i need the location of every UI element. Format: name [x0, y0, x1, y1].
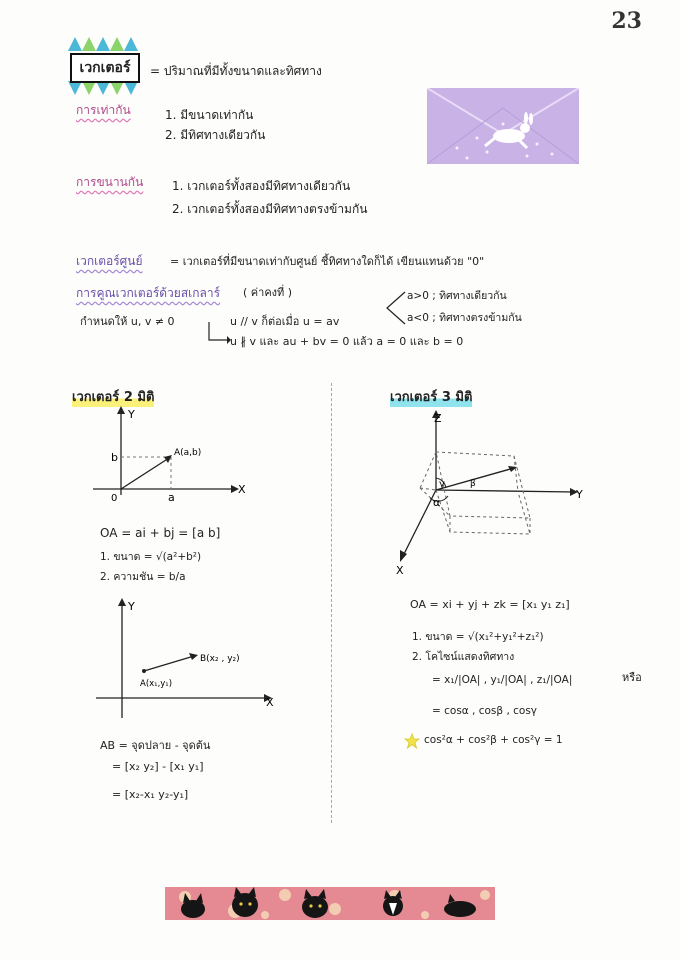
vec3d-direction-heading: 2. โคไซน์แสดงทิศทาง — [412, 651, 515, 663]
equality-item-2: 2. มีทิศทางเดียวกัน — [165, 128, 266, 142]
point-a-label: A(x₁,y₁) — [140, 679, 173, 689]
vector-ab — [144, 656, 194, 671]
gamma-label: γ — [439, 479, 445, 490]
axis-y-label: Y — [576, 488, 583, 501]
rabbit-envelope-sticker — [427, 88, 579, 164]
vec2d-ab-step-2: = [x₂-x₁ y₂-y₁] — [112, 788, 189, 801]
parallel-heading: การขนานกัน — [76, 175, 144, 189]
vec2d-ab-formula: AB = จุดปลาย - จุดต้น — [100, 739, 211, 752]
y-axis — [436, 490, 574, 492]
cat-pattern-icon — [165, 887, 495, 920]
vec2d-magnitude: 1. ขนาด = √(a²+b²) — [100, 551, 202, 563]
page-number: 23 — [611, 8, 642, 34]
scalar-line-1: u // v ก็ต่อเมื่อ u = av — [230, 315, 340, 328]
axis-z-label: Z — [434, 412, 442, 425]
point-a-label: A(a,b) — [174, 448, 202, 458]
scalar-line-2: u ∦ v และ au + bv = 0 แล้ว a = 0 และ b = 0 — [230, 335, 464, 348]
vec2d-plot-2 — [90, 596, 280, 722]
tick-a: a — [168, 491, 175, 504]
scalar-mult-heading: การคูณเวกเตอร์ด้วยสเกลาร์ — [76, 286, 221, 300]
zero-vector-text: = เวกเตอร์ที่มีขนาดเท่ากับศูนย์ ชี้ทิศทางใดก็ได้ เขียนแทนด้วย "0" — [170, 255, 485, 268]
origin-label: 0 — [111, 493, 118, 504]
page-title: เวกเตอร์ — [70, 53, 140, 83]
alpha-label: α — [433, 496, 441, 509]
vec3d-direction-cosines: = cosα , cosβ , cosγ — [432, 705, 537, 717]
elbow-arrow-icon — [205, 322, 231, 346]
vec3d-or: หรือ — [622, 671, 642, 684]
equality-item-1: 1. มีขนาดเท่ากัน — [165, 108, 254, 122]
vec2d-ab-step-1: = [x₂ y₂] - [x₁ y₁] — [112, 760, 204, 773]
tick-b: b — [111, 451, 118, 464]
branch-bracket-icon — [383, 288, 407, 328]
point-b-label: B(x₂ , y₂) — [200, 654, 240, 664]
axis-y-label: Y — [128, 600, 135, 613]
axis-x-label: X — [266, 696, 274, 709]
vec3d-identity: cos²α + cos²β + cos²γ = 1 — [424, 734, 563, 746]
star-icon — [404, 733, 420, 749]
cat-washi-tape — [165, 887, 495, 920]
axis-x-label: X — [396, 564, 404, 577]
definition-text: = ปริมาณที่มีทั้งขนาดและทิศทาง — [150, 64, 322, 78]
scalar-cond-positive: a>0 ; ทิศทางเดียวกัน — [407, 290, 507, 302]
title-badge — [68, 37, 138, 95]
equality-heading: การเท่ากัน — [76, 103, 131, 117]
x-axis — [402, 490, 436, 558]
vec3d-direction-ratio: = x₁/|OA| , y₁/|OA| , z₁/|OA| — [432, 674, 573, 686]
vec3d-magnitude: 1. ขนาด = √(x₁²+y₁²+z₁²) — [412, 631, 544, 643]
vec3d-heading: เวกเตอร์ 3 มิติ — [390, 386, 472, 407]
axis-x-label: X — [238, 483, 246, 496]
axis-y-label: Y — [128, 408, 135, 421]
column-divider — [331, 383, 332, 823]
vec3d-plot — [390, 408, 590, 578]
parallel-item-1: 1. เวกเตอร์ทั้งสองมีทิศทางเดียวกัน — [172, 179, 351, 193]
vec3d-oa-formula: OA = xi + yj + zk = [x₁ y₁ z₁] — [410, 598, 570, 611]
vec2d-heading: เวกเตอร์ 2 มิติ — [72, 386, 154, 407]
beta-label: β — [470, 479, 476, 489]
rabbit-icon — [427, 88, 579, 164]
vec2d-plot-1 — [85, 405, 255, 505]
vec2d-oa-formula: OA = ai + bj = [a b] — [100, 526, 221, 540]
scalar-given: กำหนดให้ u, v ≠ 0 — [80, 315, 175, 328]
parallel-item-2: 2. เวกเตอร์ทั้งสองมีทิศทางตรงข้ามกัน — [172, 202, 368, 216]
scalar-cond-negative: a<0 ; ทิศทางตรงข้ามกัน — [407, 312, 522, 324]
zero-vector-heading: เวกเตอร์ศูนย์ — [76, 254, 143, 268]
vec2d-slope: 2. ความชัน = b/a — [100, 571, 186, 583]
vector-oa — [121, 458, 169, 489]
scalar-mult-note: ( ค่าคงที่ ) — [243, 286, 293, 299]
